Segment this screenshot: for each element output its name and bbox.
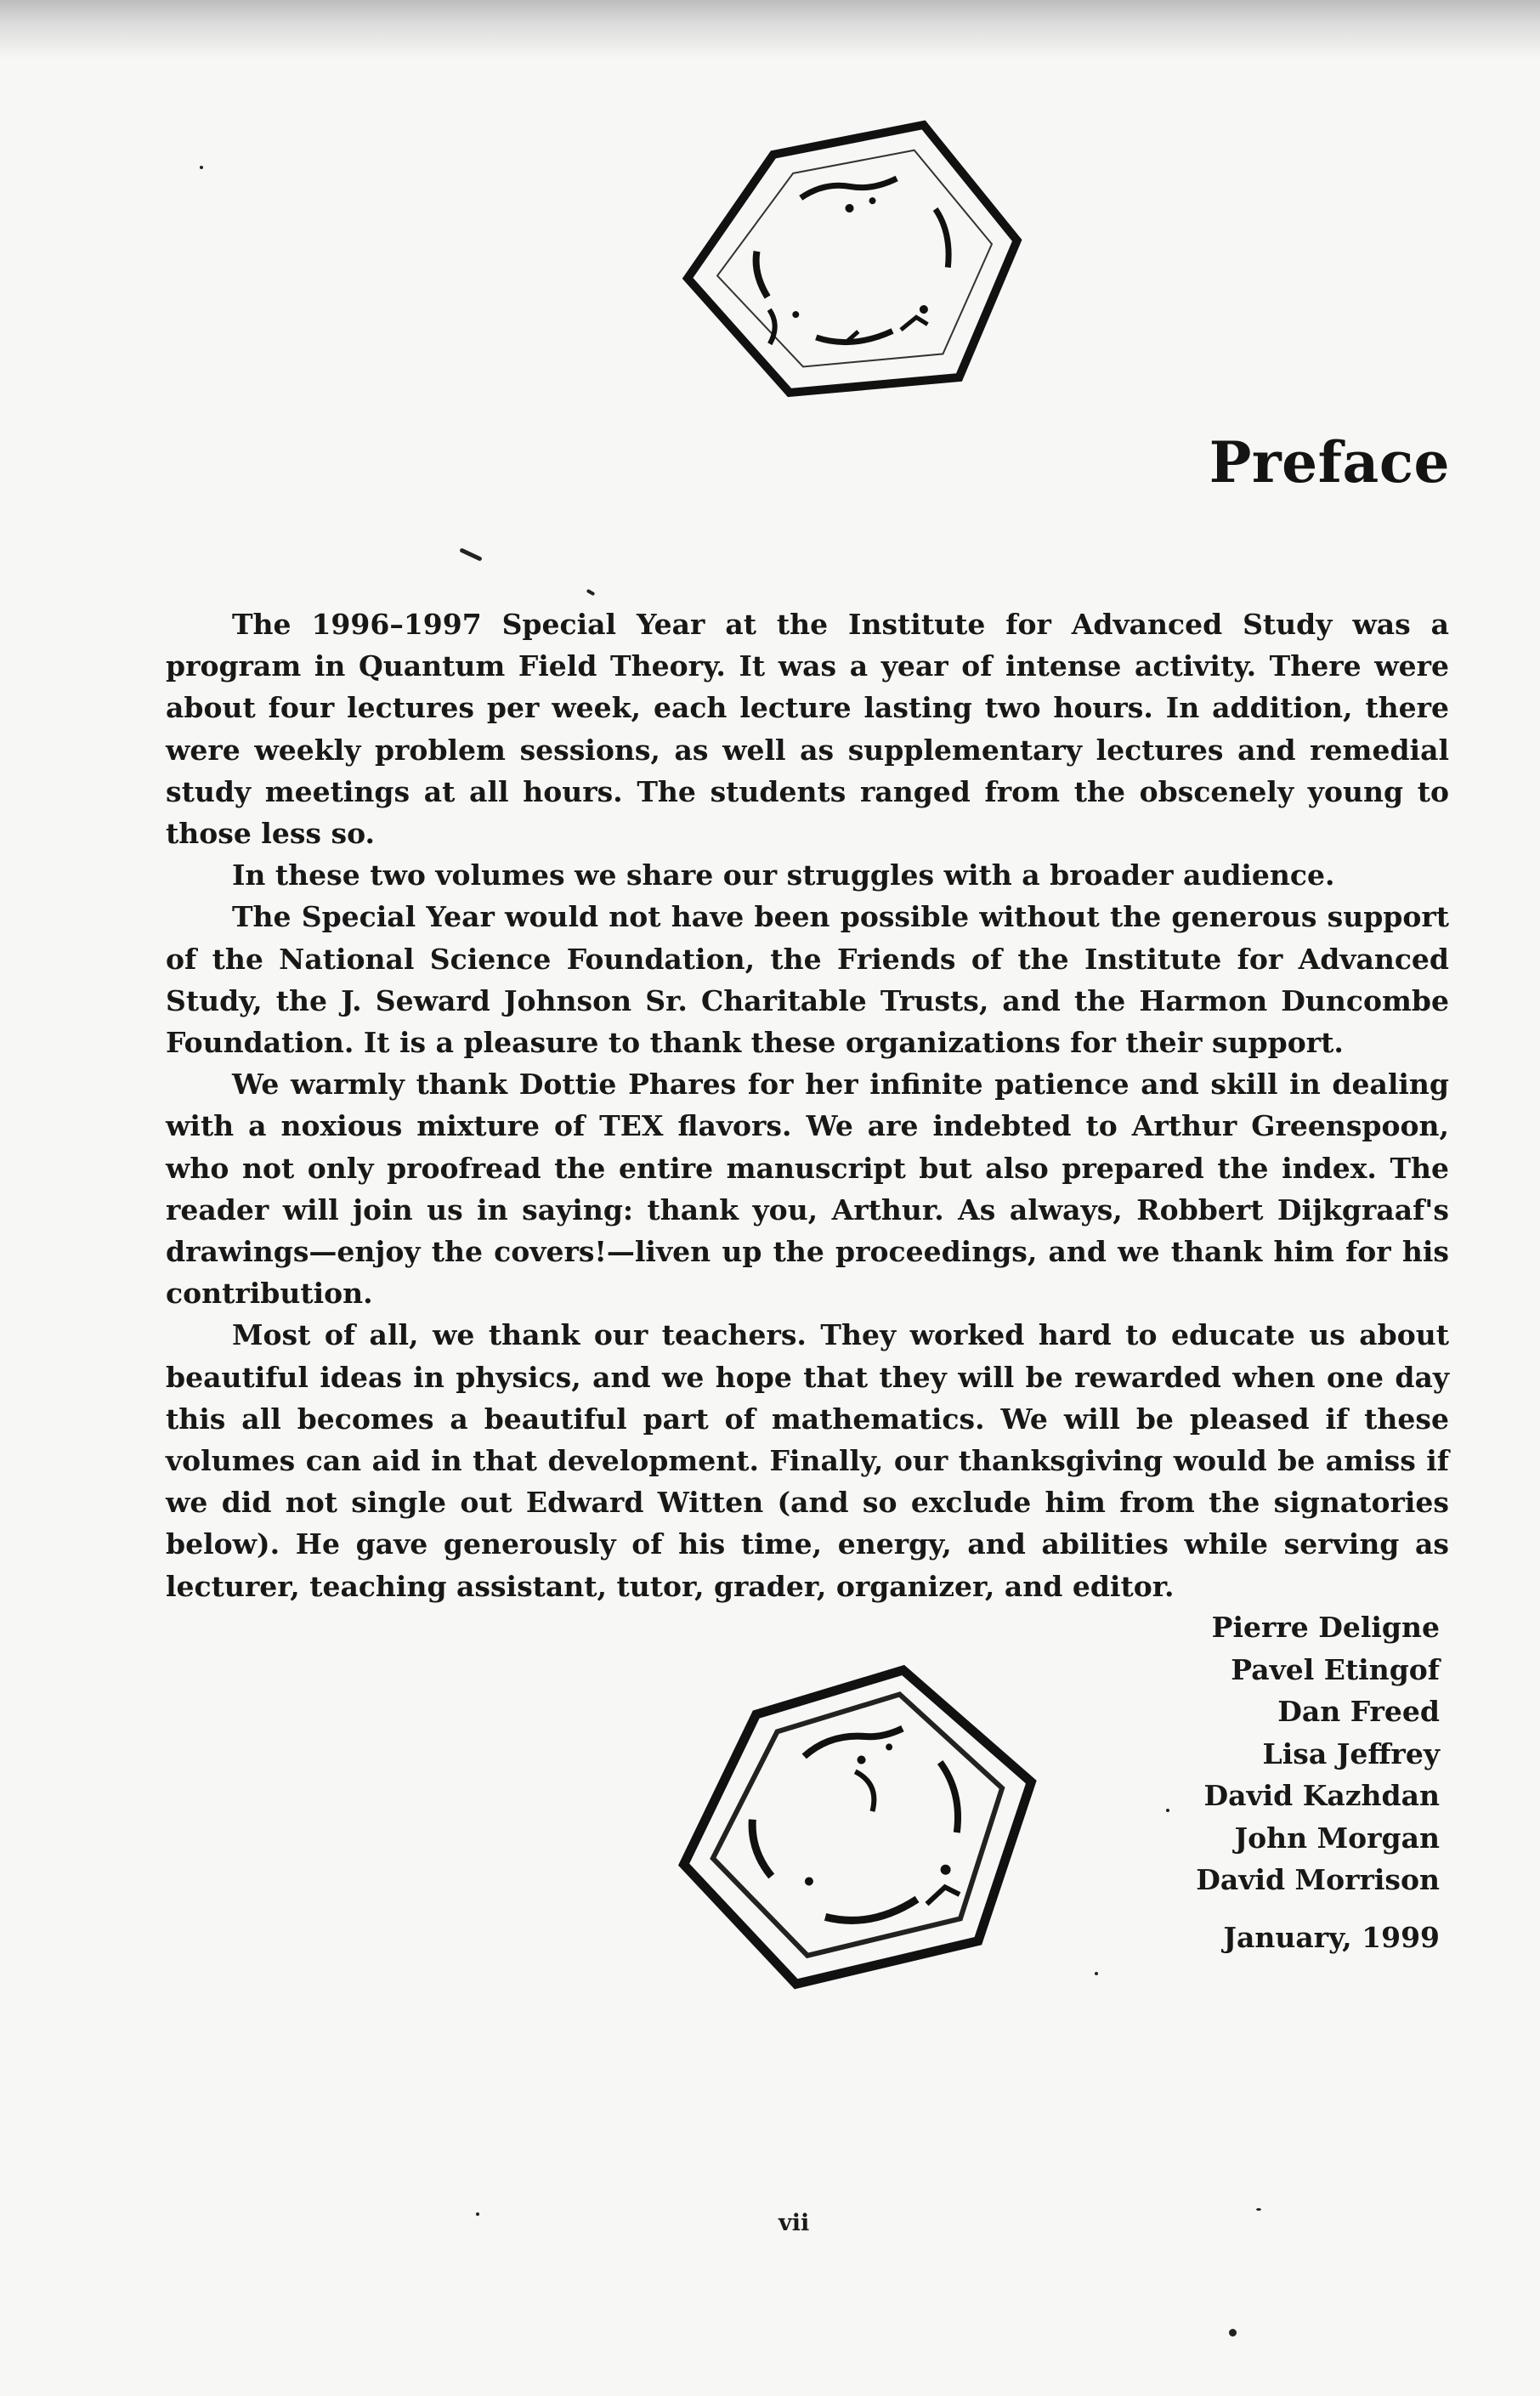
signatory: Lisa Jeffrey [1262, 1736, 1440, 1770]
paragraph-special-year: The 1996–1997 Special Year at the Institute for Advanced Study was a program in Quantum Field Theory. It was a year of intense activity. There were about four lectures per week, each lecture lasting two hours. In addition, there were weekly problem sessions, as well as supplementary lectures and remedial study meetings at all hours. The students ranged from the obscenely young to those less so. [166, 608, 1449, 851]
signatory: Pierre Deligne [1211, 1611, 1440, 1644]
scan-speck [200, 166, 203, 169]
preface-date: January, 1999 [1223, 1920, 1440, 1954]
signatory: John Morgan [1234, 1821, 1440, 1855]
page-number: vii [778, 2210, 810, 2236]
signatory: David Morrison [1196, 1863, 1440, 1896]
paragraph-volumes: In these two volumes we share our struggles with a broader audience. [232, 858, 1335, 892]
paragraph-acknowledgments: We warmly thank Dottie Phares for her infinite patience and skill in dealing with a noxious mixture of TEX flavors. We are indebted to Arthur Greenspoon, who not only proofread the entire manuscript but also prepared the index. The reader will join us in saying: thank you, Arthur. As always, Robbert Dijkgraaf's drawings—enjoy the covers!—liven up the proceedings, and we thank him for his contribution. [166, 1068, 1449, 1311]
page-title: Preface [1209, 429, 1450, 496]
library-stamp-top [663, 127, 1045, 416]
scan-speck [1229, 2329, 1237, 2337]
scan-speck [1256, 2208, 1261, 2211]
library-stamp-bottom [663, 1670, 1054, 1985]
scan-speck [1166, 1809, 1169, 1812]
scan-speck [476, 2212, 479, 2216]
signatory: Pavel Etingof [1231, 1652, 1440, 1686]
stamp-seal-graphic [663, 1670, 1054, 1985]
stamp-seal-graphic [663, 127, 1045, 416]
paragraph-support: The Special Year would not have been possible without the generous support of the National Science Foundation, the Friends of the Institute for Advanced Study, the J. Seward Johnson Sr. Charitable Trusts, and the Harmon Duncombe Foundation. It is a pleasure to thank these organizations for their support. [166, 900, 1449, 1060]
signatory: Dan Freed [1277, 1695, 1440, 1728]
scan-speck [1095, 1972, 1098, 1975]
scan-shadow [0, 0, 1540, 59]
signatories-block [1196, 1606, 1440, 1958]
preface-body [166, 603, 1449, 1607]
signatory: David Kazhdan [1203, 1779, 1440, 1812]
scan-speck [586, 589, 596, 596]
scan-speck [459, 547, 482, 561]
paragraph-teachers: Most of all, we thank our teachers. They worked hard to educate us about beautiful ideas in physics, and we hope that they will be rewarded when one day this all becomes a beautiful part of mathematics. We will be pleased if these volumes can aid in that development. Finally, our thanksgiving would be amiss if we did not single out Edward Witten (and so exclude him from the signatories below). He gave generously of his time, energy, and abilities while serving as lecturer, teaching assistant, tutor, grader, organizer, and editor. [166, 1318, 1449, 1603]
